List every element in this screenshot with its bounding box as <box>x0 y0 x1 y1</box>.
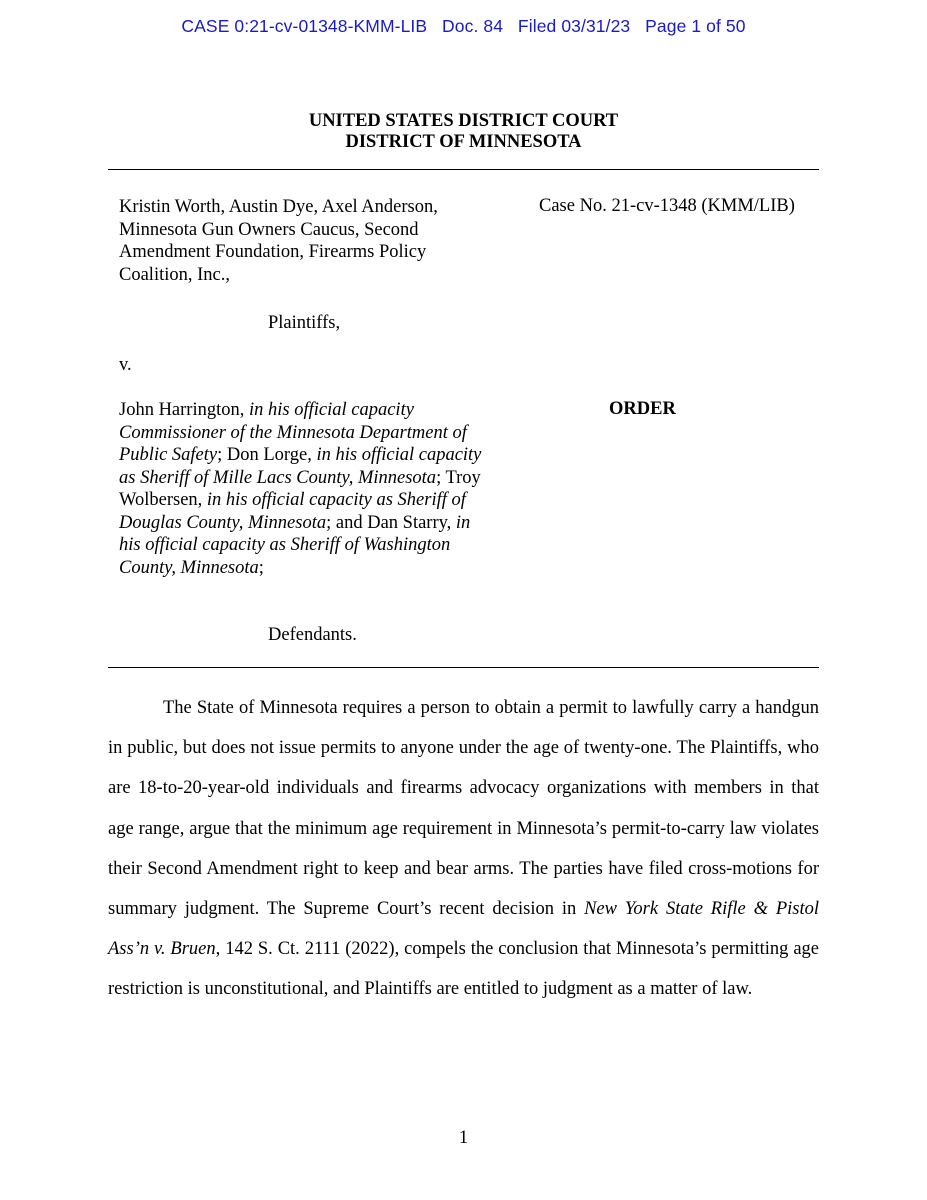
versus-label: v. <box>119 355 132 375</box>
defendants-names <box>119 399 489 579</box>
defendant-segment: ; Troy Wolbersen, <box>119 467 481 510</box>
defendant-segment: ; and Dan Starry, <box>326 512 456 533</box>
defendant-segment: in his official capacity as Sheriff of Mille Lacs County, Minnesota <box>119 445 482 488</box>
defendants-label: Defendants. <box>268 625 357 645</box>
court-name: UNITED STATES DISTRICT COURT <box>308 111 619 131</box>
document-type: ORDER <box>609 399 676 419</box>
defendant-segment: in his official capacity as Sheriff of Washington County, Minnesota <box>119 512 471 578</box>
body-paragraph <box>108 688 819 1010</box>
court-district: DISTRICT OF MINNESOTA <box>345 132 582 152</box>
case-number: Case No. 21-cv-1348 (KMM/LIB) <box>539 196 795 216</box>
page-number: 1 <box>458 1128 469 1148</box>
plaintiffs-label: Plaintiffs, <box>268 313 341 333</box>
case-citation: New York State Rifle & Pistol Ass’n v. Bruen <box>108 899 819 960</box>
court-heading <box>0 111 927 153</box>
defendant-segment: in his official capacity as Sheriff of Douglas County, Minnesota <box>119 490 466 533</box>
defendant-segment: John Harrington, <box>119 400 249 420</box>
caption-bottom-rule <box>108 667 819 668</box>
paragraph-segment: The State of Minnesota requires a person to obtain a permit to lawfully carry a handgun in public, but does not issue permits to anyone under the age of twenty-one. The Plaintiffs, who are 18-to-20-year-old individuals and firearms advocacy organizations with members in that age range, argue that the minimum age requirement in Minnesota’s permit-to-carry law violates their Second Amendment right to keep and bear arms. The parties have filed cross-motions for summary judgment. The Supreme Court’s recent decision in <box>108 698 819 920</box>
paragraph-segment: , 142 S. Ct. 2111 (2022), compels the conclusion that Minnesota’s permitting age restriction is unconstitutional, and Plaintiffs are entitled to judgment as a matter of law. <box>108 939 819 1000</box>
defendant-segment: in his official capacity Commissioner of the Minnesota Department of Public Safety <box>119 400 467 465</box>
ecf-header-stamp: CASE 0:21-cv-01348-KMM-LIB Doc. 84 Filed 03/31/23 Page 1 of 50 <box>181 16 746 36</box>
defendant-segment: ; Don Lorge, <box>217 445 317 465</box>
plaintiffs-names: Kristin Worth, Austin Dye, Axel Anderson, Minnesota Gun Owners Caucus, Second Amendment Foundation, Firearms Policy Coalition, Inc., <box>119 197 438 285</box>
defendant-segment: ; <box>258 557 264 578</box>
caption-top-rule <box>108 169 819 170</box>
